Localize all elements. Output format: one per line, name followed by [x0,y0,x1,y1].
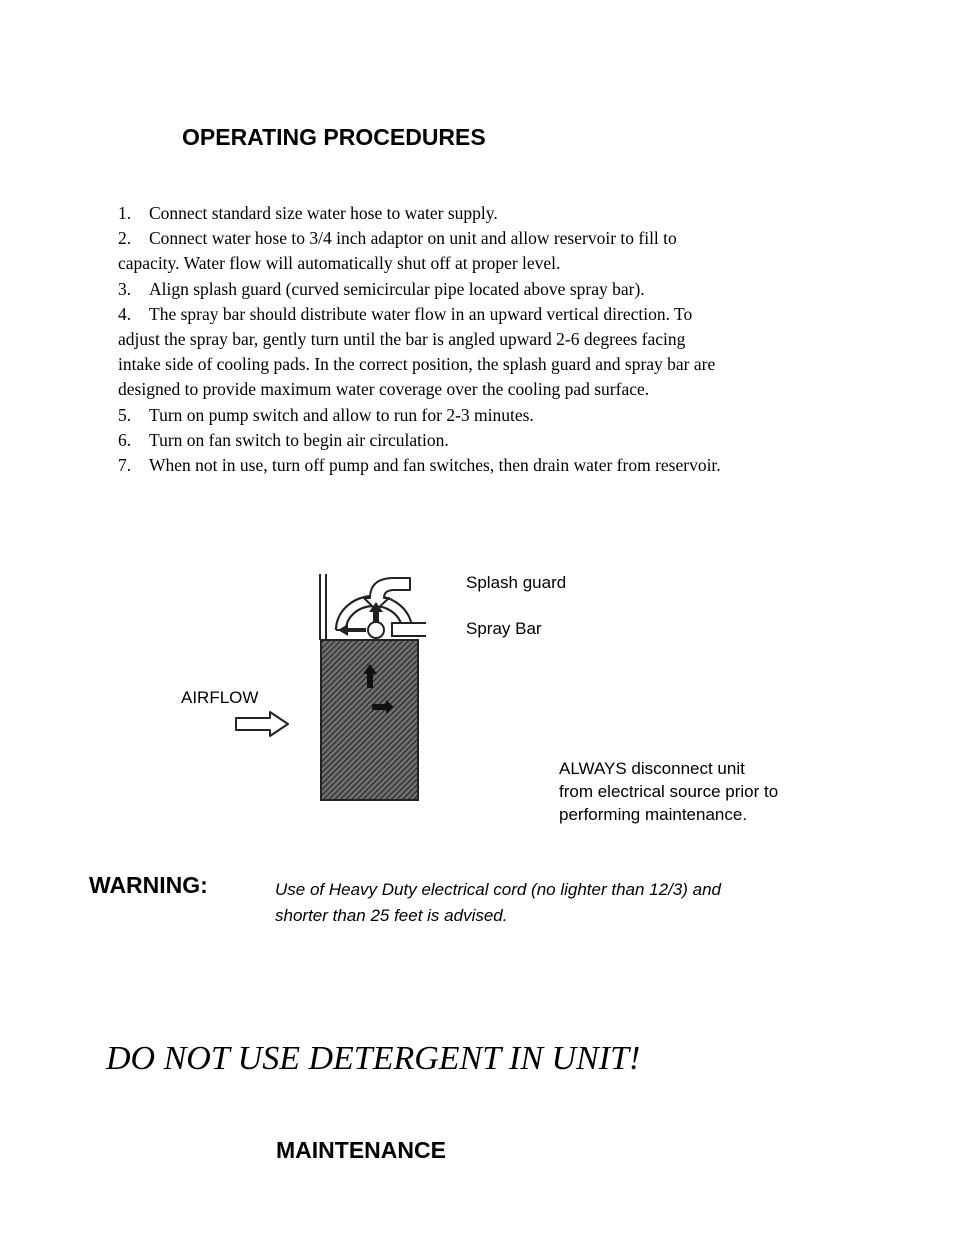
step-number: 7. [118,455,132,476]
step-text-continued: capacity. Water flow will automatically shut off at proper level. [118,253,561,274]
maintenance-heading: MAINTENANCE [276,1137,446,1163]
note-line: from electrical source prior to [559,782,779,801]
step-text-continued: adjust the spray bar, gently turn until the bar is angled upward 2-6 degrees facing [118,329,686,350]
warning-line: Use of Heavy Duty electrical cord (no lighter than 12/3) and [275,880,722,899]
list-item [118,302,838,327]
step-text: Turn on fan switch to begin air circulation. [149,429,449,450]
list-item [118,201,838,226]
cooling-pad [321,640,418,800]
step-text: When not in use, turn off pump and fan switches, then drain water from reservoir. [149,455,721,476]
procedure-list [118,201,838,478]
step-text: Connect standard size water hose to water supply. [149,203,498,223]
list-item [118,226,838,251]
water-pipe [320,574,326,640]
step-text: The spray bar should distribute water flow in an upward vertical direction. To [149,303,693,324]
list-item [118,428,838,453]
maintenance-safety-note [559,757,839,826]
airflow-label: AIRFLOW [181,688,259,707]
warning-label: WARNING: [89,872,208,898]
step-text: Align splash guard (curved semicircular pipe located above spray bar). [149,278,645,299]
list-item [118,403,838,428]
airflow-arrow-icon [236,712,288,736]
spray-bar-label: Spray Bar [466,619,542,638]
step-number: 5. [118,404,132,425]
step-number: 6. [118,429,132,450]
note-line: performing maintenance. [559,805,748,824]
detergent-notice: DO NOT USE DETERGENT IN UNIT! [106,1040,641,1077]
warning-line: shorter than 25 feet is advised. [275,906,508,925]
step-text-continued: intake side of cooling pads. In the correct position, the splash guard and spray bar are [118,354,716,375]
step-number: 4. [118,303,132,324]
step-number: 1. [118,203,132,223]
step-number: 3. [118,278,132,299]
step-text-continued: designed to provide maximum water coverage over the cooling pad surface. [118,379,650,400]
note-line: ALWAYS disconnect unit [559,759,745,778]
step-text: Connect water hose to 3/4 inch adaptor on unit and allow reservoir to fill to [149,228,677,249]
step-number: 2. [118,228,132,249]
splash-guard-label: Splash guard [466,573,567,592]
page-title: OPERATING PROCEDURES [182,124,486,150]
curved-arrow-icon [364,578,410,610]
list-item [118,277,838,302]
list-item [118,453,838,478]
step-text: Turn on pump switch and allow to run for 2-3 minutes. [149,404,534,425]
warning-text [275,877,835,929]
